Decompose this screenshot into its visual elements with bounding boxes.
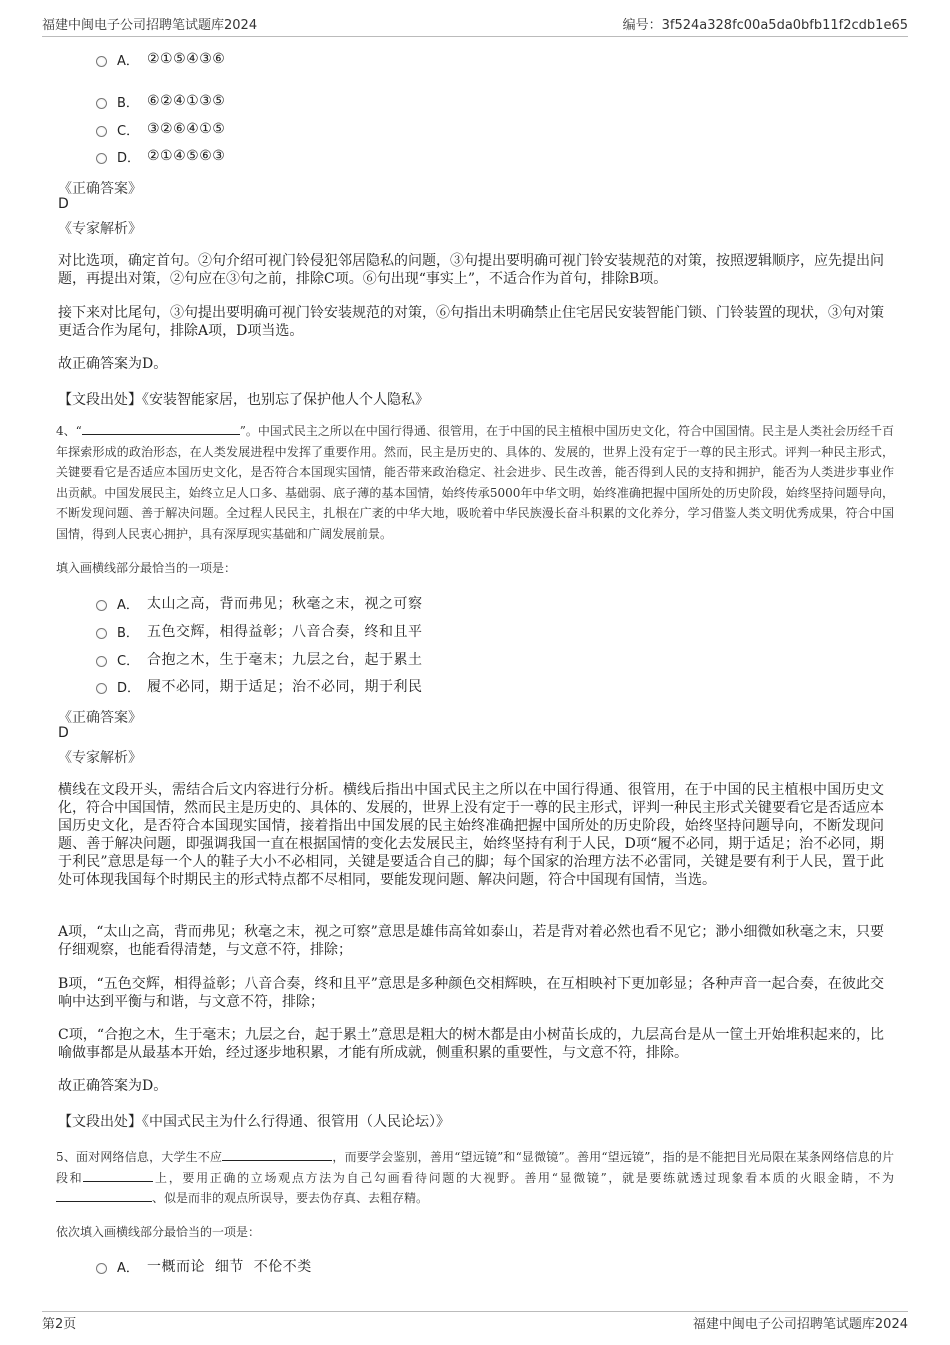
option-text: ③②⑥④①⑤: [147, 121, 226, 137]
q3-answer: D: [58, 196, 69, 212]
option-text: ⑥②④①③⑤: [147, 93, 226, 109]
option-text: 合抱之木，生于毫末；九层之台，起于累土: [147, 652, 423, 668]
q5-stem-part4: 、似是而非的观点所误导，要去伪存真、去粗存精。: [152, 1191, 429, 1205]
q4-stem: [56, 421, 894, 544]
option-letter: A．: [117, 53, 139, 69]
q3-answer-label: 《正确答案》: [58, 181, 142, 197]
q4-instruction: 填入画横线部分最恰当的一项是：: [56, 561, 237, 575]
radio-icon[interactable]: [96, 656, 107, 667]
q4-number: 4、“: [56, 424, 82, 438]
q3-option-a[interactable]: [96, 49, 225, 69]
q4-option-c[interactable]: [96, 649, 423, 669]
q4-option-a[interactable]: [96, 593, 423, 613]
q4-analysis-p4: C项，“合抱之木，生于毫末；九层之台，起于累土”意思是粗大的树木都是由小树苗长成的，九层高台是从一筐土开始堆积起来的，比喻做事都是从最基本开始，经过逐步地积累，才能有所成就，侧重积累的重要性，与文意不符，排除。: [58, 1027, 884, 1061]
q4-analysis-p5: 故正确答案为D。: [58, 1078, 168, 1094]
q5-stem-part2: ，而要学会鉴别，善用“望远镜”和“显微镜”。善用“望远镜”，指的是不能把目光局限在某条网络信息的片段和: [56, 1150, 894, 1185]
radio-icon[interactable]: [96, 98, 107, 109]
option-text: 履不必同，期于适足；治不必同，期于利民: [147, 679, 423, 695]
q4-stem-text: ”。中国式民主之所以在中国行得通、很管用，在于中国的民主植根中国历史文化，符合中国国情。民主是人类社会历经千百年探索形成的政治形态，在人类发展进程中发挥了重要作用。然而，民主是历史的、具体的、发展的，世界上没有定于一尊的民主形式。评判一种民主形式，关键要看它是否适应本国历史文化，是否符合本国现实国情，能否带来政治稳定、社会进步、民生改善，能否得到人民的支持和拥护，能否为人类进步事业作出贡献。中国发展民主，始终立足人口多、基础弱、底子薄的基本国情，始终传承5000年中华文明，始终准确把握中国所处的历史阶段，始终坚持问题导向，不断发现问题、善于解决问题。全过程人民民主，扎根在广袤的中华大地，吸吮着中华民族漫长奋斗积累的文化养分，学习借鉴人类文明优秀成果，符合中国国情，得到人民衷心拥护，具有深厚现实基础和广阔发展前景。: [56, 424, 894, 541]
q4-answer-label: 《正确答案》: [58, 710, 142, 726]
q3-analysis-p2: 接下来对比尾句，③句提出要明确可视门铃安装规范的对策，⑥句指出未明确禁止住宅居民安装智能门锁、门铃装置的现状，③句对策更适合作为尾句，排除A项，D项当选。: [58, 305, 884, 339]
q4-option-d[interactable]: [96, 676, 423, 696]
option-letter: D．: [117, 150, 141, 166]
header-divider: [42, 36, 908, 37]
option-letter: B．: [117, 95, 139, 111]
radio-icon[interactable]: [96, 56, 107, 67]
radio-icon[interactable]: [96, 1263, 107, 1274]
q3-option-c[interactable]: [96, 119, 225, 139]
q5-stem-part1: 5、面对网络信息，大学生不应: [56, 1150, 223, 1164]
q3-source: 【文段出处】《安装智能家居，也别忘了保护他人个人隐私》: [58, 392, 429, 408]
header-code: 编号：3f524a328fc00a5da0bfb11f2cdb1e65: [622, 18, 908, 33]
q4-answer: D: [58, 725, 69, 741]
option-text: ②①④⑤⑥③: [147, 148, 226, 164]
option-letter: D．: [117, 680, 141, 696]
option-letter: A．: [117, 1260, 139, 1276]
option-letter: C．: [117, 123, 140, 139]
radio-icon[interactable]: [96, 628, 107, 639]
footer-title: 福建中闽电子公司招聘笔试题库2024: [692, 1317, 908, 1332]
option-letter: A．: [117, 597, 139, 613]
q4-analysis-p1: 横线在文段开头，需结合后文内容进行分析。横线后指出中国式民主之所以在中国行得通、很管用，在于中国的民主植根中国历史文化，符合中国国情，然而民主是历史的、具体的、发展的，世界上没有定于一尊的民主形式，评判一种民主形式关键要看它是否适应本国历史文化，是否符合本国现实国情，接着指出中国发展的民主始终准确把握中国所处的历史阶段，始终坚持问题导向，不断发现问题、善于解决问题，即强调我国一直在根据国情的变化去发展民主，始终坚持有利于人民，D项“履不必同，期于适足；治不必同，期于利民”意思是每一个人的鞋子大小不必相同，关键是要适合自己的脚；每个国家的治理方法不必雷同，关键是要有利于人民，置于此处可体现我国每个时期民主的形式特点都不尽相同，要能发现问题、解决问题，符合中国现有国情，当选。: [58, 782, 884, 888]
radio-icon[interactable]: [96, 153, 107, 164]
q3-option-b[interactable]: [96, 91, 225, 111]
q5-blank-3: [56, 1189, 152, 1202]
q5-blank-2: [83, 1169, 153, 1182]
q4-source: 【文段出处】《中国式民主为什么行得通、很管用（人民论坛）》: [58, 1114, 450, 1130]
option-text: 一概而论 细节 不伦不类: [147, 1259, 312, 1275]
q4-option-b[interactable]: [96, 621, 423, 641]
q5-stem-part3: 上，要用正确的立场观点方法为自己勾画看待问题的大视野。善用“显微镜”，就是要练就透过现象看本质的火眼金睛，不为: [153, 1170, 894, 1185]
q3-analysis-p3: 故正确答案为D。: [58, 356, 168, 372]
q4-analysis-label: 《专家解析》: [58, 750, 142, 766]
q4-analysis-p3: B项，“五色交辉，相得益彰；八音合奏，终和且平”意思是多种颜色交相辉映，在互相映衬下更加彰显；各种声音一起合奏，在彼此交响中达到平衡与和谐，与文意不符，排除；: [58, 976, 884, 1010]
q4-analysis-p2: A项，“太山之高，背而弗见；秋毫之末，视之可察”意思是雄伟高耸如泰山，若是背对着必然也看不见它；渺小细微如秋毫之末，只要仔细观察，也能看得清楚，与文意不符，排除；: [58, 924, 884, 958]
option-text: 太山之高，背而弗见；秋毫之末，视之可察: [147, 596, 423, 612]
q3-analysis-label: 《专家解析》: [58, 221, 142, 237]
page-number: 第2页: [42, 1317, 77, 1332]
header-title: 福建中闽电子公司招聘笔试题库2024: [42, 18, 258, 33]
q4-blank: [82, 422, 240, 435]
option-text: ②①⑤④③⑥: [147, 51, 226, 67]
q5-instruction: 依次填入画横线部分最恰当的一项是：: [56, 1225, 261, 1239]
q3-analysis-p1: 对比选项，确定首句。②句介绍可视门铃侵犯邻居隐私的问题，③句提出要明确可视门铃安装规范的对策，按照逻辑顺序，应先提出问题，再提出对策，②句应在③句之前，排除C项。⑥句出现“事实上”，不适合作为首句，排除B项。: [58, 253, 884, 287]
radio-icon[interactable]: [96, 600, 107, 611]
option-letter: B．: [117, 625, 139, 641]
q5-option-a[interactable]: [96, 1256, 312, 1276]
radio-icon[interactable]: [96, 683, 107, 694]
radio-icon[interactable]: [96, 126, 107, 137]
option-letter: C．: [117, 653, 140, 669]
option-text: 五色交辉，相得益彰；八音合奏，终和且平: [147, 624, 423, 640]
q3-option-d[interactable]: [96, 146, 225, 166]
q5-blank-1: [222, 1148, 332, 1161]
q5-stem: [56, 1147, 894, 1209]
footer-divider: [42, 1311, 908, 1312]
